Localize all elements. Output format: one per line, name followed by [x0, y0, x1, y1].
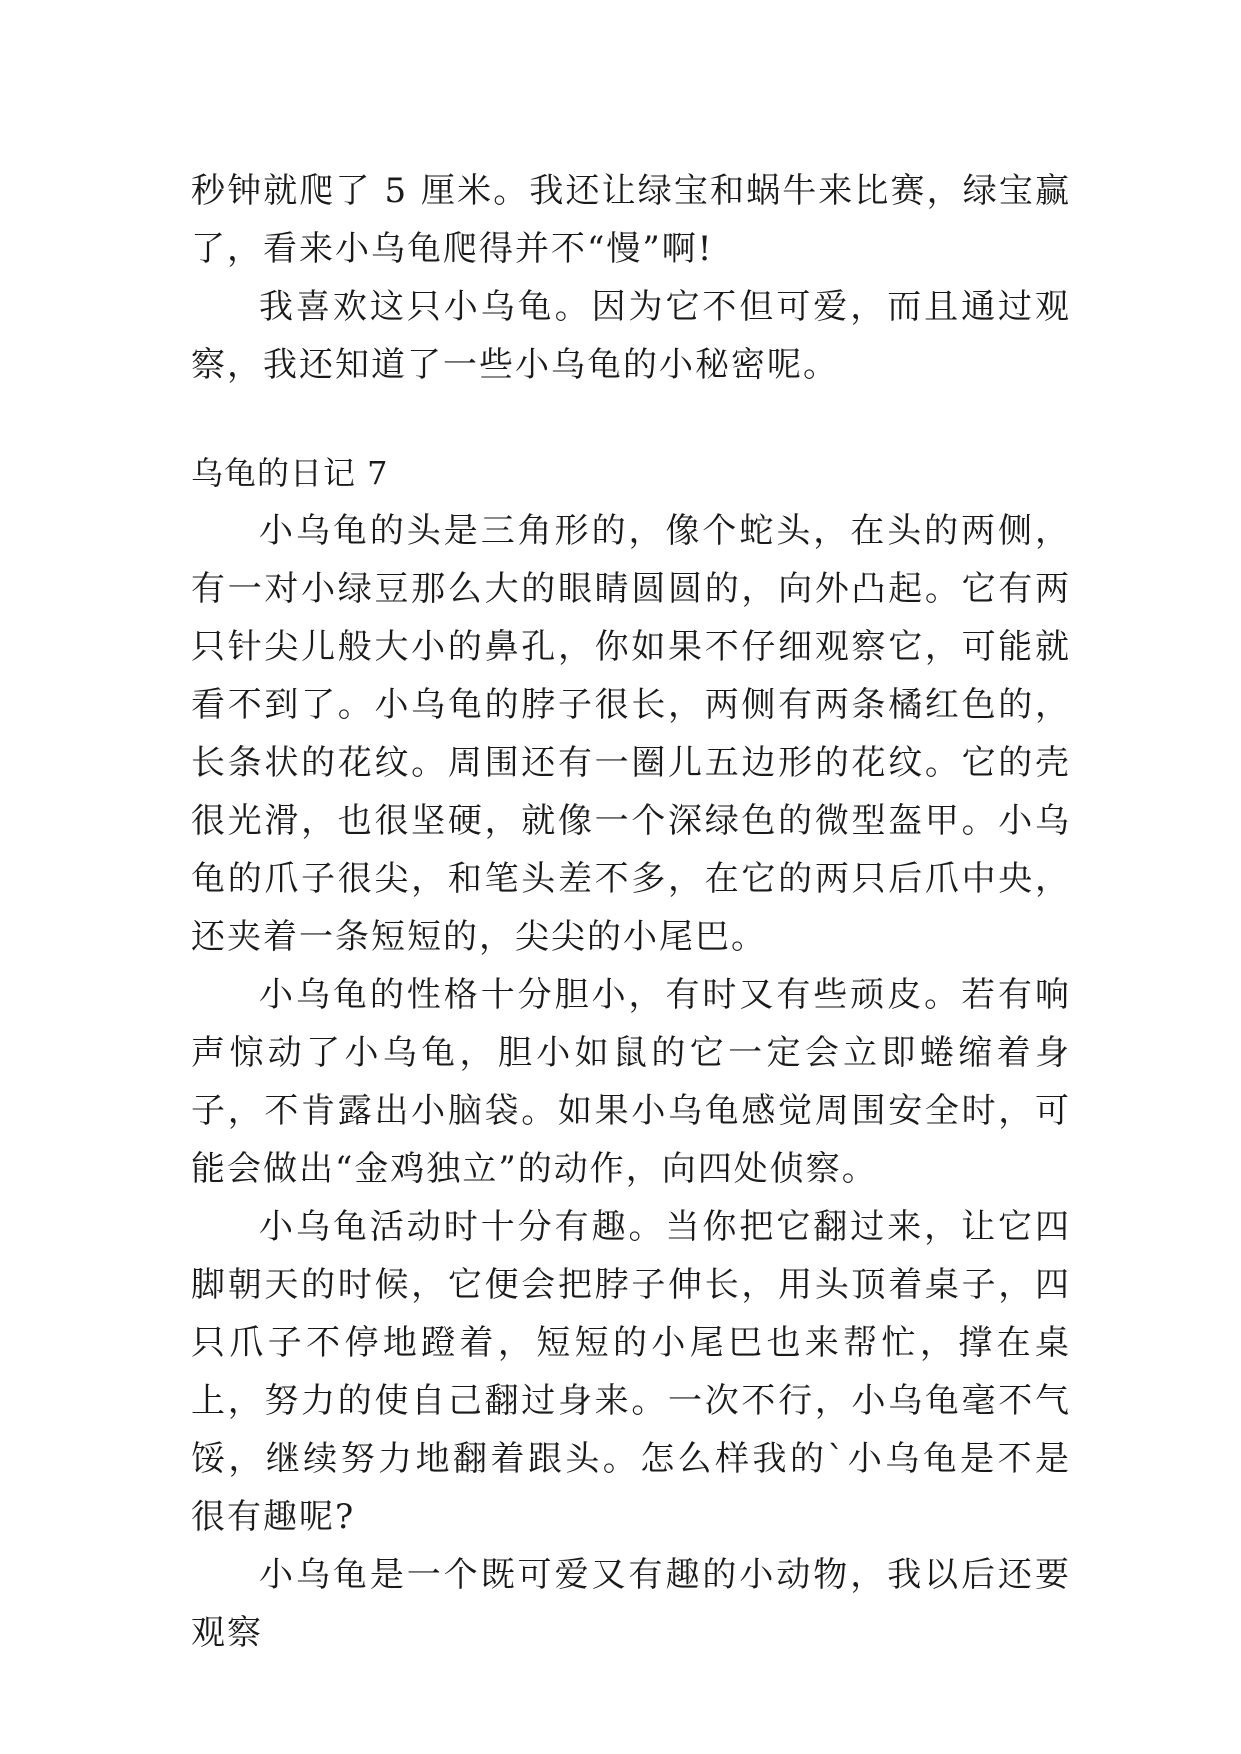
- paragraph-activity: 小乌龟活动时十分有趣。当你把它翻过来，让它四脚朝天的时候，它便会把脖子伸长，用头顶着桌子，四只爪子不停地蹬着，短短的小尾巴也来帮忙，撑在桌上，努力的使自己翻过身来。一次不行，小乌龟毫不气馁，继续努力地翻着跟头。怎么样我的`小乌龟是不是很有趣呢?: [191, 1207, 1071, 1537]
- paragraph-personality: 小乌龟的性格十分胆小，有时又有些顽皮。若有响声惊动了小乌龟，胆小如鼠的它一定会立即蜷缩着身子，不肯露出小脑袋。如果小乌龟感觉周围安全时，可能会做出“金鸡独立”的动作，向四处侦察。: [191, 975, 1071, 1189]
- paragraph-conclusion: 小乌龟是一个既可爱又有趣的小动物，我以后还要观察: [191, 1555, 1071, 1653]
- document-body: [191, 162, 1071, 1662]
- section-title: 乌龟的日记 7: [191, 454, 389, 492]
- paragraph-appearance: 小乌龟的头是三角形的，像个蛇头，在头的两侧，有一对小绿豆那么大的眼睛圆圆的，向外凸起。它有两只针尖儿般大小的鼻孔，你如果不仔细观察它，可能就看不到了。小乌龟的脖子很长，两侧有两条橘红色的，长条状的花纹。周围还有一圈儿五边形的花纹。它的壳很光滑，也很坚硬，就像一个深绿色的微型盔甲。小乌龟的爪子很尖，和笔头差不多，在它的两只后爪中央，还夹着一条短短的，尖尖的小尾巴。: [191, 511, 1071, 957]
- closing-paragraph: 我喜欢这只小乌龟。因为它不但可爱，而且通过观察，我还知道了一些小乌龟的小秘密呢。: [191, 287, 1071, 385]
- continuation-paragraph: 秒钟就爬了 5 厘米。我还让绿宝和蜗牛来比赛，绿宝赢了，看来小乌龟爬得并不“慢”啊!: [191, 171, 1071, 269]
